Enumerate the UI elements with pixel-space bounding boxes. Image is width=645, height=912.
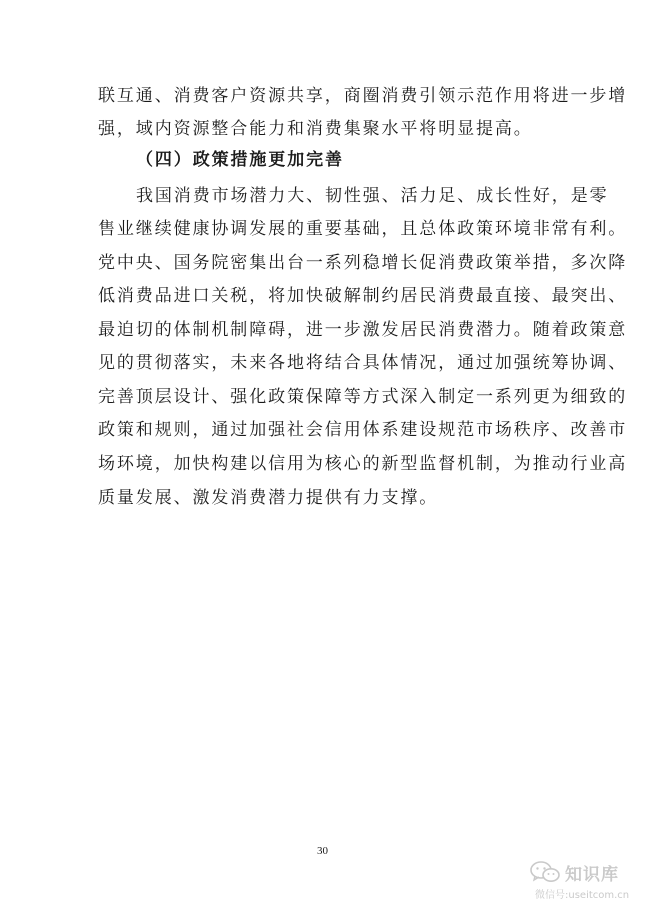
watermark	[527, 858, 637, 906]
watermark-title: 知识库	[565, 865, 619, 885]
text-line: 强，域内资源整合能力和消费集聚水平将明显提高。	[98, 119, 533, 139]
watermark-subtitle: 微信号:useitcom.cn	[535, 890, 630, 901]
text-line: 最迫切的体制机制障碍，进一步激发居民消费潜力。随着政策意	[98, 320, 628, 340]
text-line: 党中央、国务院密集出台一系列稳增长促消费政策举措，多次降	[98, 253, 628, 273]
wechat-icon	[529, 860, 561, 884]
text-line: 场环境，加快构建以信用为核心的新型监督机制，为推动行业高	[98, 454, 628, 474]
text-line: 质量发展、激发消费潜力提供有力支撑。	[98, 488, 439, 508]
text-line: 低消费品进口关税，将加快破解制约居民消费最直接、最突出、	[98, 286, 628, 306]
text-line: 售业继续健康协调发展的重要基础，且总体政策环境非常有利。	[98, 219, 628, 239]
text-line: 联互通、消费客户资源共享，商圈消费引领示范作用将进一步增	[98, 86, 628, 106]
page-number: 30	[317, 845, 328, 857]
text-line: 政策和规则，通过加强社会信用体系建设规范市场秩序、改善市	[98, 420, 628, 440]
text-line: 见的贯彻落实，未来各地将结合具体情况，通过加强统筹协调、	[98, 353, 628, 373]
text-line: 完善顶层设计、强化政策保障等方式深入制定一系列更为细致的	[98, 387, 628, 407]
section-heading: （四）政策措施更加完善	[136, 150, 344, 170]
text-line: 我国消费市场潜力大、韧性强、活力足、成长性好，是零	[136, 186, 609, 206]
